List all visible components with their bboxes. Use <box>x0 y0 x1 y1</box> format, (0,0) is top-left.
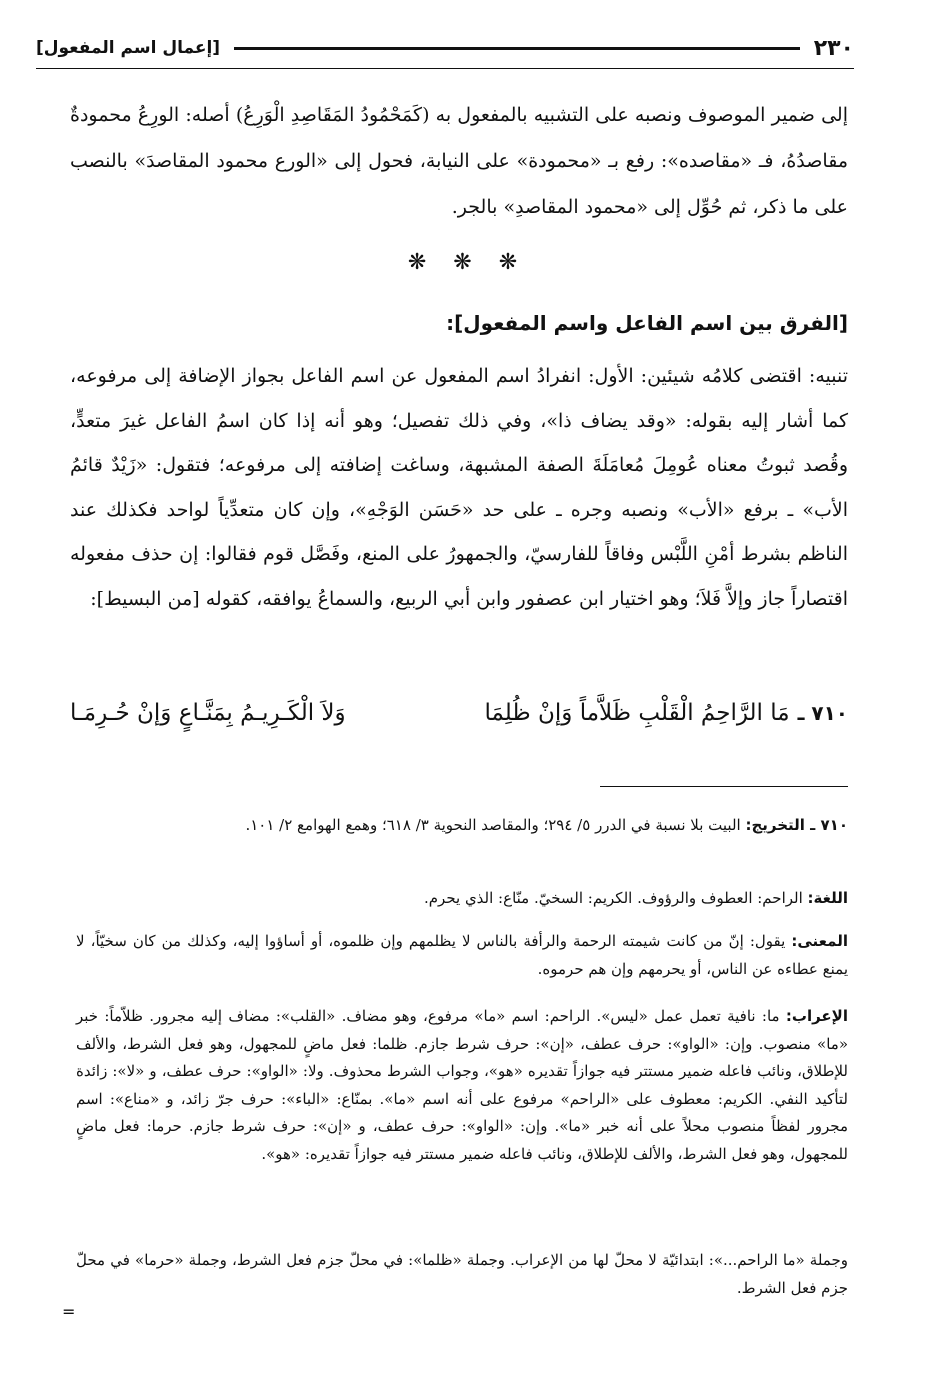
footnote-takhrij <box>76 812 848 840</box>
section-separator: ❋ ❋ ❋ <box>407 250 528 275</box>
footnote-separator <box>600 786 848 787</box>
poem-verse <box>70 690 848 736</box>
paragraph-1: إلى ضمير الموصوف ونصبه على التشبيه بالمفعول به (كَمَحْمُودُ المَقَاصِدِ الْوَرِعُ) أصله: الورِعُ محمودةٌ مقاصدُهُ، فـ «مقاصده»: رفع بـ «محمودة» على النيابة، فحول إلى «الورع محمود المقاصدَ» بالنصب على ما ذكر، ثم حُوِّل إلى «محمود المقاصدِ» بالجر. <box>70 104 848 218</box>
running-title: [إعمال اسم المفعول] <box>36 38 221 58</box>
page-header <box>36 28 854 69</box>
footnote-irab <box>76 1003 848 1168</box>
footnote-lugha-label: اللغة: <box>807 889 848 907</box>
section-heading: [الفرق بين اسم الفاعل واسم المفعول]: <box>446 311 848 335</box>
page-number: ٢٣٠ <box>813 35 854 61</box>
footnote-maana <box>76 928 848 983</box>
paragraph-2: تنبيه: اقتضى كلامُه شيئين: الأول: انفرادُ اسم المفعول عن اسم الفاعل بجواز الإضافة إلى مرفوعه، كما أشار إليه بقوله: «وقد يضاف ذا»، وفي ذلك تفصيل؛ وهو أنه إذا كان اسمُ الفاعل غيرَ متعدٍّ، وقُصد ثبوتُ معناه عُومِلَ مُعامَلَةَ الصفة المشبهة، وساغت إضافته إلى مرفوعه؛ فتقول: «زَيْدٌ قائمُ الأب» ـ برفع «الأب» ونصبه وجره ـ على حد «حَسَن الوَجْهِ»، وإن كان متعدِّياً لواحد فكذلك عند الناظم بشرط أمْنِ اللَّبْس وفاقاً للفارسيّ، والجمهورُ على المنع، وفَصَّل قوم فقالوا: إن حذف مفعوله اقتصاراً جاز وإلاَّ فَلاَ؛ وهو اختيار ابن عصفور وابن أبي الربيع، والسماعُ يوافقه، كقوله [من البسيط]: <box>70 365 848 610</box>
footnote-irab-text: ما: نافية تعمل عمل «ليس». الراحم: اسم «ما» مرفوع، وهو مضاف. «القلب»: مضاف إليه مجرور. ظلاّماً: خبر «ما» منصوب. وإن: «الواو»: حرف عطف، «إن»: حرف شرط جازم. ظلما: فعل ماضٍ للمجهول، وهو فعل الشرط، والألف للإطلاق، ونائب فاعله ضمير مستتر فيه جوازاً تقديره «هو»، وجواب الشرط محذوف. ولا: «الواو»: حرف عطف، و «لا»: زائدة لتأكيد النفي. الكريم: معطوف على «الراحم» مرفوع على أنه اسم «ما». بمنّاع: «الباء»: حرف جرّ زائد، و «مناع»: اسم مجرور لفظاً منصوب محلاً على أنه خبر «ما». وإن: «الواو»: حرف عطف، و «إن»: حرف شرط جازم. حرما: فعل ماضٍ للمجهول، وهو فعل الشرط، والألف للإطلاق، ونائب فاعله ضمير مستتر فيه جوازاً تقديره: «هو». <box>76 1007 848 1163</box>
footnote-maana-text: يقول: إنّ من كانت شيمته الرحمة والرأفة بالناس لا يظلمهم وإن ظلموه، أو أساؤوا إليه، وكذلك من كان سخيّاً، لا يمنع عطاءه عن الناس، أو يحرمهم وإن هم حرموه. <box>76 932 848 978</box>
footnote-maana-label: المعنى: <box>791 932 848 950</box>
footnote-takhrij-label: ٧١٠ ـ التخريج: <box>745 816 848 834</box>
verse-hemistich-1: مَا الرَّاحِمُ الْقَلْبِ ظَلاَّماً وَإنْ ظُلِمَا <box>484 700 790 726</box>
footnote-lugha-text: الراحم: العطوف والرؤوف. الكريم: السخيّ. منّاع: الذي يحرم. <box>423 889 803 907</box>
verse-hemistich-2: وَلاَ الْكَـرِيـمُ بِمَنَّـاعٍ وَإنْ حُـرِمَـا <box>70 700 346 726</box>
footnote-lugha <box>76 885 848 913</box>
footnote-takhrij-text: البيت بلا نسبة في الدرر ٥/ ٢٩٤؛ والمقاصد النحوية ٣/ ٦١٨؛ وهمع الهوامع ٢/ ١٠١. <box>245 816 741 834</box>
continuation-mark: = <box>62 1302 76 1321</box>
header-rule <box>234 47 800 50</box>
footnote-jumal: وجملة «ما الراحم...»: ابتدائيّة لا محلّ لها من الإعراب. وجملة «ظلما»: في محلّ جزم فعل الشرط، وجملة «حرما» في محلّ جزم فعل الشرط. <box>76 1251 848 1297</box>
verse-number: ٧١٠ ـ <box>797 701 848 725</box>
footnote-irab-label: الإعراب: <box>785 1007 848 1025</box>
